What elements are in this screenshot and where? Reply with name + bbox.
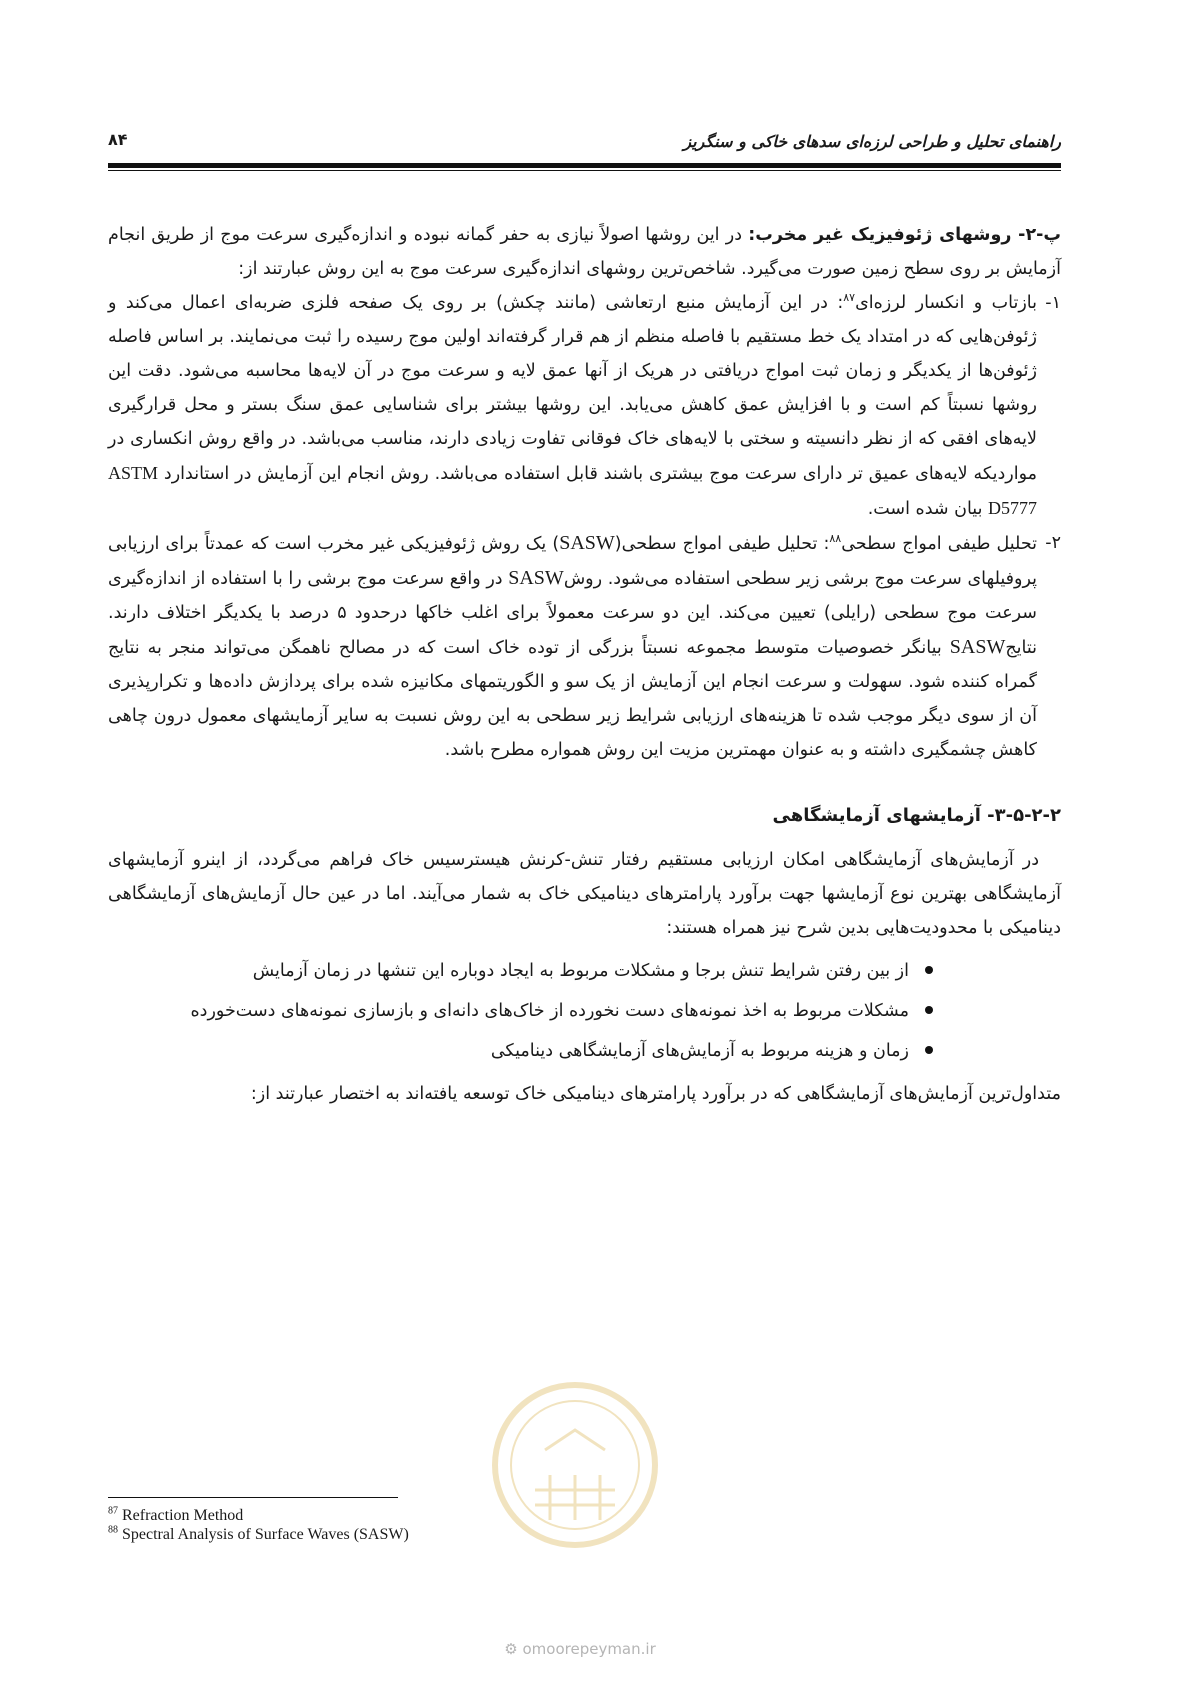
footnote-number: 87 xyxy=(108,1505,118,1517)
section-paragraph: در آزمایش‌های آزمایشگاهی امکان ارزیابی مستقیم رفتار تنش-کرنش هیسترسیس خاک فراهم می‌گردد، از اینرو آزمایشهای آزمایشگاهی بهترین نوع آزمایشها جهت برآورد پارامترهای دینامیکی خاک به شمار می‌آیند. اما در عین حال آزمایش‌های آزمایشگاهی دینامیکی با محدودیت‌هایی بدین شرح نیز همراه هستند: xyxy=(108,850,1061,938)
footnote-rule xyxy=(108,1497,398,1498)
closing-paragraph: متداول‌ترین آزمایش‌های آزمایشگاهی که در برآورد پارامترهای دینامیکی خاک توسعه یافته‌اند به اختصار عبارتند از: xyxy=(250,1084,1061,1104)
methods-list xyxy=(108,286,1061,767)
header-rule-thick xyxy=(108,163,1061,168)
item-text: : در این آزمایش منبع ارتعاشی (مانند چکش) بر روی یک صفحه فلزی ضربه‌ای اعمال می‌کند و ژئوفن‌هایی که در امتداد یک خط مستقیم با فاصله منظم از هم قرار گرفته‌اند اولین موج رسیده را ثبت می‌نمایند. بر اساس فاصله ژئوفن‌ها از یکدیگر و زمان ثبت امواج دریافتی در هریک از آنها عمق لایه و سرعت موج در آن لایه‌ها محاسبه می‌شود. دقت این روشها نسبتاً کم است و با افزایش عمق کاهش می‌یابد. این روشها بیشتر برای شناسایی عمق سنگ بستر و محل قرارگیری لایه‌های افقی که از نظر دانسیته و سختی با لایه‌های خاک فوقانی تفاوت زیادی دارند، مناسب می‌باشد. در واقع روش انکساری در مواردیکه لایه‌های عمیق تر دارای سرعت موج بیشتری باشند قابل استفاده می‌باشد. روش انجام این آزمایش در استاندارد xyxy=(108,293,1037,484)
item-number: ۱- xyxy=(1045,293,1061,313)
item-text-part: : تحلیل طیفی امواج سطحی( xyxy=(614,534,830,554)
section-heading: ۳-۵-۲-۲- آزمایشهای آزمایشگاهی xyxy=(772,805,1061,826)
footnote-item xyxy=(108,1506,409,1525)
intro-text: در این روشها اصولاً نیازی به حفر گمانه نبوده و اندازه‌گیری سرعت موج از طریق انجام آزمایش بر روی سطح زمین صورت می‌گیرد. شاخص‌ترین روشهای اندازه‌گیری سرعت موج به این روش عبارتند از: xyxy=(108,225,1061,279)
footnote-text: Spectral Analysis of Surface Waves (SASW) xyxy=(118,1526,409,1543)
bullet-item: مشکلات مربوط به اخذ نمونه‌های دست نخورده از خاک‌های دانه‌ای و بازسازی نمونه‌های دست‌خورده xyxy=(108,991,909,1031)
watermark-site-text: omoorepeyman.ir xyxy=(522,1640,656,1658)
page-body xyxy=(108,218,1061,1111)
bullet-item: زمان و هزینه مربوط به آزمایش‌های آزمایشگاهی دینامیکی xyxy=(108,1031,909,1071)
item-tail: بیان شده است. xyxy=(867,499,988,519)
item-text-part: بیانگر خصوصیات متوسط مجموعه نسبتاً بزرگی از توده خاک است که در مصالح ناهمگن می‌تواند منجر به نتایج گمراه کننده شود. سهولت و سرعت انجام این آزمایش از یک سو و الگوریتمهای مکانیزه شده برای پردازش داده‌ها و تکرارپذیری آن از سوی دیگر موجب شده تا هزینه‌های ارزیابی شرایط زیر سطحی به این روش نسبت به سایر آزمایشهای معمول درون چاهی کاهش چشمگیری داشته و به عنوان مهمترین مزیت این روش همواره مطرح باشد. xyxy=(108,638,1037,760)
intro-paragraph xyxy=(108,218,1061,286)
item-title: بازتاب و انکسار لرزه‌ای xyxy=(855,293,1037,313)
abbreviation: SASW xyxy=(559,532,615,554)
list-item xyxy=(108,286,1061,526)
item-text-part: ) یک روش ژئوفیزیکی غیر مخرب است که عمدتاً برای ارزیابی پروفیلهای سرعت موج برشی زیر سطحی استفاده می‌شود. روش xyxy=(108,534,1037,589)
footnote-item xyxy=(108,1525,409,1544)
standard-code: ASTM D5777 xyxy=(108,463,1037,518)
abbreviation: SASW xyxy=(508,567,564,589)
footnote-ref[interactable]: ۸۷ xyxy=(843,291,856,305)
watermark-site: ⚙ omoorepeyman.ir xyxy=(504,1640,656,1658)
bullet-item: از بین رفتن شرایط تنش برجا و مشکلات مربوط به ایجاد دوباره این تنشها در زمان آزمایش xyxy=(108,951,909,991)
limitations-list xyxy=(108,951,1061,1071)
item-title: تحلیل طیفی امواج سطحی xyxy=(841,534,1038,554)
footnote-text: Refraction Method xyxy=(118,1507,244,1524)
footnotes xyxy=(108,1506,409,1544)
footnote-number: 88 xyxy=(108,1524,118,1536)
footnote-ref[interactable]: ۸۸ xyxy=(829,532,842,546)
watermark-seal-icon xyxy=(490,1380,660,1550)
list-item xyxy=(108,526,1061,767)
header-rule-thin xyxy=(108,170,1061,171)
intro-heading: پ-۲- روشهای ژئوفیزیک غیر مخرب: xyxy=(748,225,1061,245)
page-number: ۸۴ xyxy=(108,130,128,149)
running-title: راهنمای تحلیل و طراحی لرزه‌ای سدهای خاکی و سنگریز xyxy=(683,132,1061,151)
item-text-part: در واقع سرعت موج برشی را با استفاده از اندازه‌گیری سرعت موج سطحی (رایلی) تعیین می‌کند. این دو سرعت معمولاً برای اغلب خاکها درحدود ۵ درصد با یکدیگر اختلاف دارند. نتایج xyxy=(108,569,1037,658)
page-header xyxy=(108,128,1061,154)
abbreviation: SASW xyxy=(949,636,1006,658)
item-number: ۲- xyxy=(1045,533,1061,553)
